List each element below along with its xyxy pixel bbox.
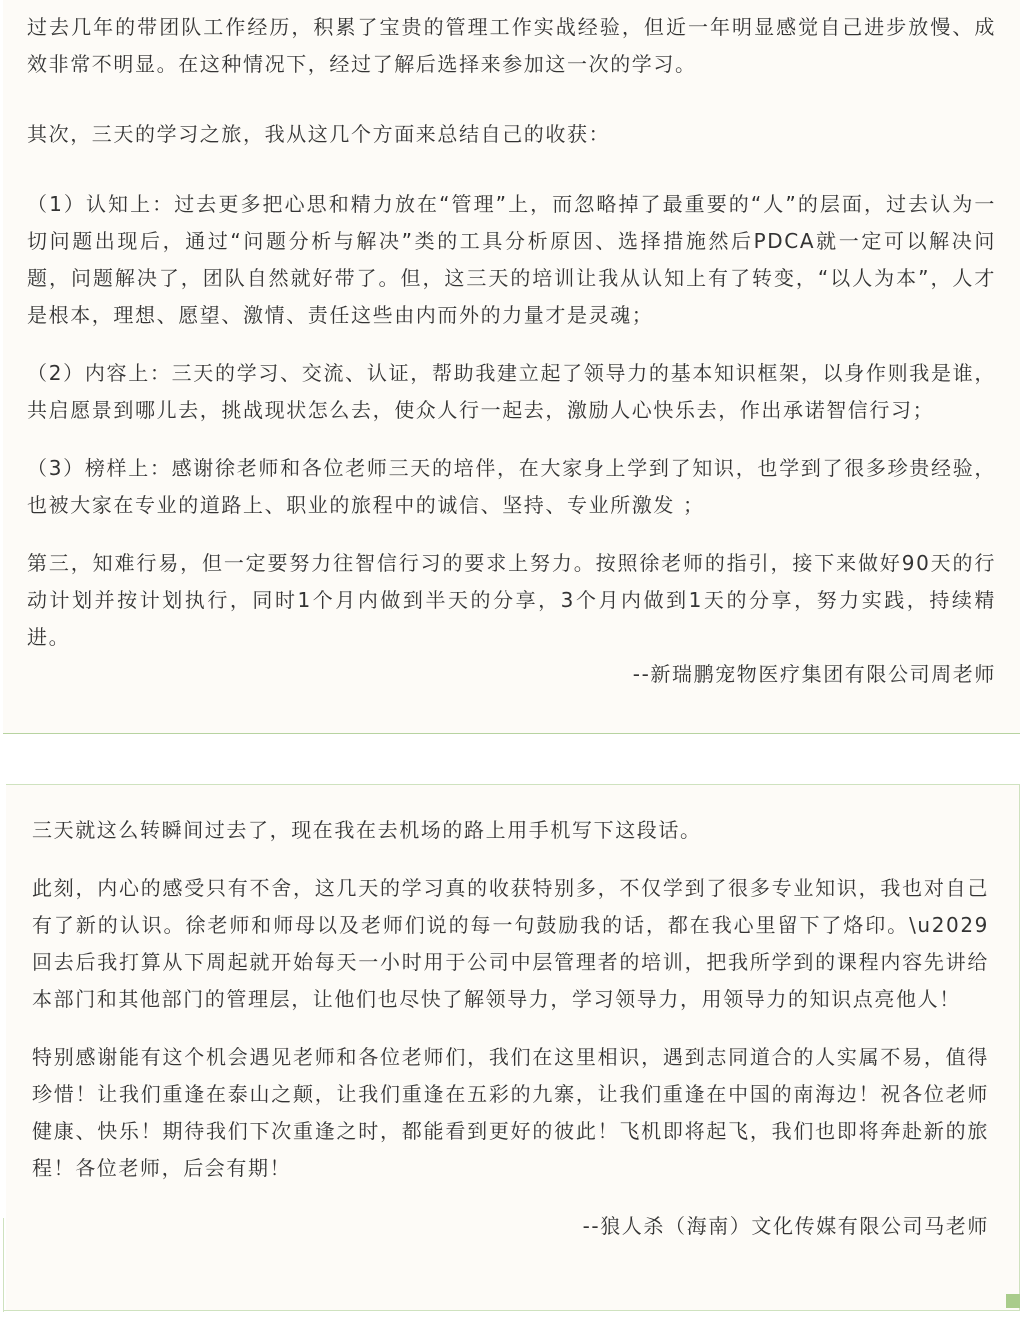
- left-divider: [3, 1218, 4, 1312]
- testimonial-2-paragraph-1: 三天就这么转瞬间过去了，现在我在去机场的路上用手机写下这段话。: [32, 818, 702, 842]
- testimonial-1-paragraph-4: （2）内容上：三天的学习、交流、认证，帮助我建立起了领导力的基本知识框架，以身作则我是谁，共启愿景到哪儿去，挑战现状怎么去，使众人行一起去，激励人心快乐去，作出承诺智信行习；: [27, 361, 996, 422]
- testimonial-1-paragraph-3: （1）认知上：过去更多把心思和精力放在“管理”上，而忽略掉了最重要的“人”的层面，过去认为一切问题出现后，通过“问题分析与解决”类的工具分析原因、选择措施然后PDCA就一定可以解决问题，问题解决了，团队自然就好带了。但，这三天的培训让我从认知上有了转变，“以人为本”，人才是根本，理想、愿望、激情、责任这些由内而外的力量才是灵魂；: [27, 192, 996, 327]
- testimonial-1-signature: --新瑞鹏宠物医疗集团有限公司周老师: [632, 662, 996, 686]
- bottom-divider: [3, 1310, 1020, 1311]
- testimonial-2-paragraph-2: 此刻，内心的感受只有不舍，这几天的学习真的收获特别多，不仅学到了很多专业知识，我也对自己有了新的认识。徐老师和师母以及老师们说的每一句鼓励我的话，都在我心里留下了烙印。\u2029回去后我打算从下周起就开始每天一小时用于公司中层管理者的培训，把我所学到的课程内容先讲给本部门和其他部门的管理层，让他们也尽快了解领导力，学习领导力，用领导力的知识点亮他人！: [32, 876, 989, 1011]
- testimonial-2-signature: --狼人杀（海南）文化传媒有限公司马老师: [582, 1214, 989, 1238]
- testimonial-2-paragraph-3: 特别感谢能有这个机会遇见老师和各位老师们，我们在这里相识，遇到志同道合的人实属不易，值得珍惜！让我们重逢在泰山之颠，让我们重逢在五彩的九寨，让我们重逢在中国的南海边！祝各位老师健康、快乐！期待我们下次重逢之时，都能看到更好的彼此！飞机即将起飞，我们也即将奔赴新的旅程！各位老师，后会有期！: [32, 1045, 989, 1180]
- testimonial-1-paragraph-5: （3）榜样上：感谢徐老师和各位老师三天的培伴，在大家身上学到了知识，也学到了很多珍贵经验，也被大家在专业的道路上、职业的旅程中的诚信、坚持、专业所激发 ；: [27, 456, 996, 517]
- testimonial-card-2: [6, 784, 1020, 1310]
- testimonial-1-paragraph-1: 过去几年的带团队工作经历，积累了宝贵的管理工作实战经验，但近一年明显感觉自己进步放慢、成效非常不明显。在这种情况下，经过了解后选择来参加这一次的学习。: [27, 15, 996, 76]
- testimonial-1-paragraph-6: 第三，知难行易，但一定要努力往智信行习的要求上努力。按照徐老师的指引，接下来做好90天的行动计划并按计划执行，同时1个月内做到半天的分享，3个月内做到1天的分享，努力实践，持续精进。: [27, 551, 996, 649]
- corner-decoration: [1006, 1294, 1020, 1308]
- testimonial-card-1: [3, 0, 1020, 734]
- testimonial-1-paragraph-2: 其次，三天的学习之旅，我从这几个方面来总结自己的收获：: [27, 122, 611, 146]
